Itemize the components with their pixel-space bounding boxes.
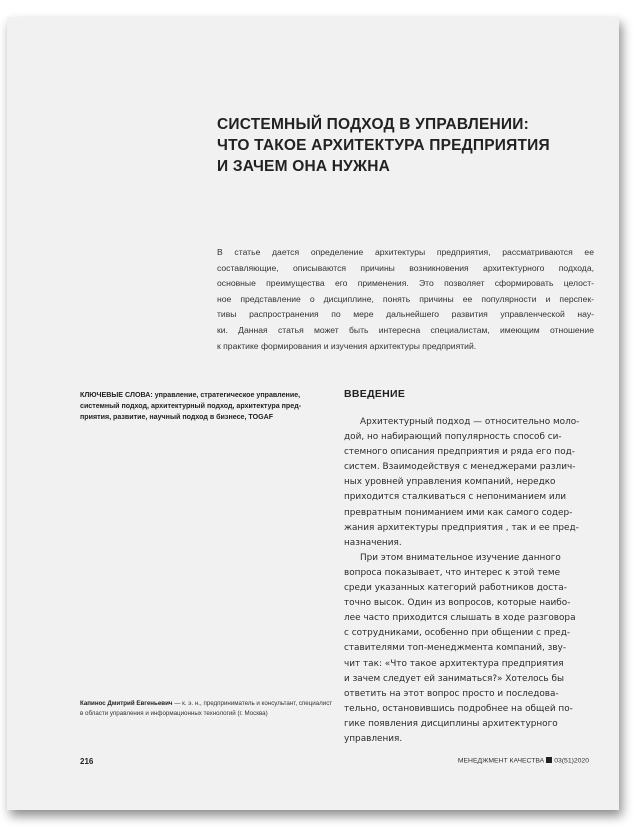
author-description: — к. э. н., предприниматель и консультант, специалист <box>172 700 333 707</box>
abstract-line: ное представление о дисциплине, понять причины ее популярности и перспек- <box>217 293 594 304</box>
body-line: жания архитектуры предприятия , так и ее пред- <box>344 522 579 533</box>
body-line: ставителями топ-менеджмента компаний, зву- <box>344 643 567 654</box>
body-line: вопроса показывает, что интерес к этой теме <box>344 567 561 578</box>
title-line: СИСТЕМНЫЙ ПОДХОД В УПРАВЛЕНИИ: <box>217 116 529 133</box>
author-line: в области управления и информационных технологий (г. Москва) <box>80 710 268 717</box>
journal-footer <box>458 757 589 765</box>
author-name: Капинос Дмитрий Евгеньевич <box>80 700 173 707</box>
abstract-line: составляющие, описываются причины возникновения архитектурного подхода, <box>217 262 594 273</box>
keywords-label: КЛЮЧЕВЫЕ СЛОВА: <box>80 391 153 399</box>
body-line: При этом внимательное изучение данного <box>360 552 561 563</box>
article-title <box>217 114 597 177</box>
journal-name: МЕНЕДЖМЕНТ КАЧЕСТВА <box>457 757 545 765</box>
body-line: управления. <box>344 733 403 744</box>
keywords-line: системный подход, архитектурный подход, архитектура пред- <box>80 401 302 410</box>
body-line: назначения. <box>344 537 402 548</box>
body-line: тельно, остановившись подробнее на общей по- <box>344 703 573 714</box>
body-line: ных уровней управления компаний, нередко <box>344 477 556 488</box>
body-line: и зачем следует ей заниматься?» Хотелось бы <box>344 673 564 684</box>
body-line: ответить на этот вопрос просто и последова- <box>344 688 559 699</box>
body-line: Архитектурный подход — относительно моло- <box>360 417 580 427</box>
square-bullet-icon <box>546 757 552 763</box>
body-line: точно высок. Один из вопросов, которые наибо- <box>344 598 571 609</box>
article-abstract <box>217 245 594 354</box>
keywords-line: приятия, развитие, научный подход в бизнесе, TOGAF <box>80 412 274 421</box>
keywords-block <box>80 390 325 422</box>
body-line: чит так: «Что такое архитектура предприятия <box>344 658 564 669</box>
keywords-line: управление, стратегическое управление, <box>152 391 301 399</box>
body-line: систем. Взаимодействуя с менеджерами различ- <box>344 462 576 473</box>
body-line: лее часто приходится слышать в ходе разговора <box>344 613 576 624</box>
author-line <box>80 699 333 709</box>
keywords-first-line <box>80 390 325 401</box>
author-info <box>80 699 333 719</box>
abstract-line: к практике формирования и изучения архитектуры предприятий. <box>217 340 477 351</box>
journal-issue: 03(51)2020 <box>554 757 589 765</box>
body-line: стемного описания предприятия и ряда его под- <box>344 447 575 458</box>
abstract-line: основные преимущества его применения. Это позволяет сформировать целост- <box>217 278 594 289</box>
title-line: И ЗАЧЕМ ОНА НУЖНА <box>217 158 390 175</box>
introduction-heading: ВВЕДЕНИЕ <box>344 388 406 400</box>
abstract-line: В статье дается определение архитектуры предприятия, рассматриваются ее <box>217 247 594 257</box>
body-line: превратным пониманием ими как самого содер- <box>344 507 573 518</box>
body-line: приходится сталкиваться с непониманием или <box>344 492 567 503</box>
title-line: ЧТО ТАКОЕ АРХИТЕКТУРА ПРЕДПРИЯТИЯ <box>217 137 550 154</box>
page-number: 216 <box>80 757 94 766</box>
body-line: среди указанных категорий работников доста- <box>344 583 567 594</box>
introduction-body <box>344 415 594 747</box>
journal-page <box>7 17 619 810</box>
abstract-line: ки. Данная статья может быть интересна специалистам, имеющим отношение <box>217 324 594 335</box>
body-line: гике появления дисциплины архитектурного <box>344 718 558 729</box>
body-line: дой, но набирающий популярность способ си- <box>344 432 562 443</box>
abstract-line: тивы распространения по мере дальнейшего развития управленческой нау- <box>217 309 594 320</box>
body-line: с сотрудниками, особенно при общении с пред- <box>344 628 571 639</box>
